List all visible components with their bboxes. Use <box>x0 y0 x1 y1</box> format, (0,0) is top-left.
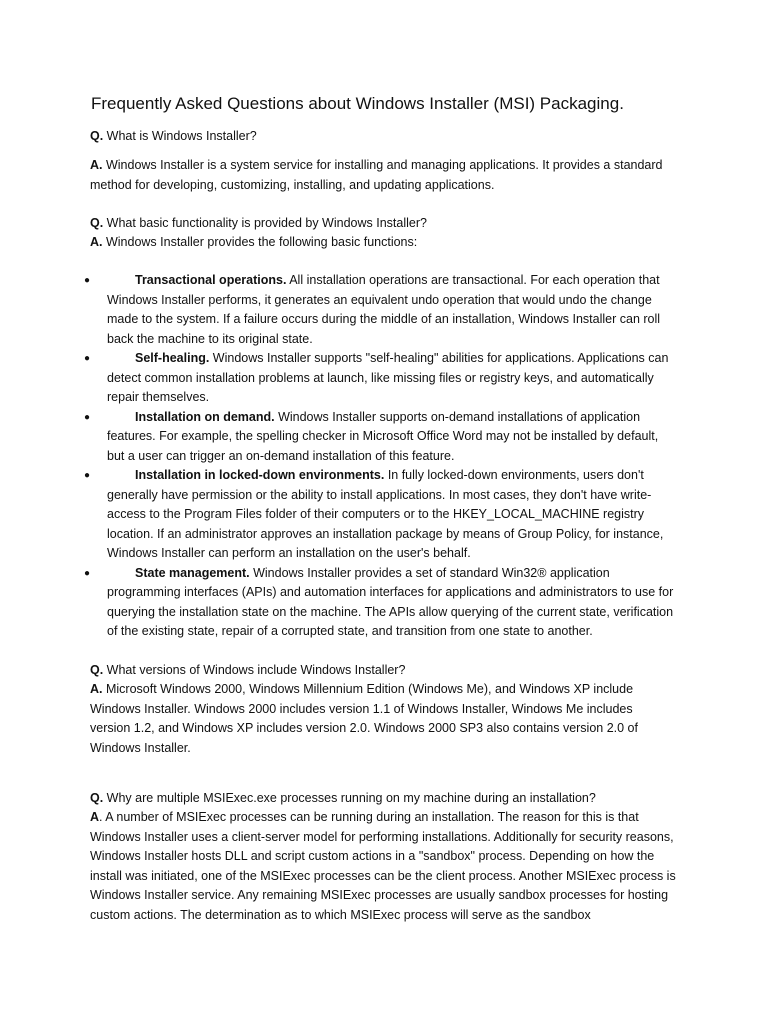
bullet-icon: ● <box>84 353 91 364</box>
question-1-text: What is Windows Installer? <box>103 129 257 143</box>
bullet-icon: ● <box>84 275 91 286</box>
question-2-text: What basic functionality is provided by Windows Installer? <box>103 216 427 230</box>
function-heading: Self-healing. <box>135 351 210 365</box>
bullet-icon: ● <box>84 411 91 423</box>
question-2 <box>90 214 690 234</box>
question-3-text: What versions of Windows include Windows Installer? <box>103 663 406 677</box>
a-label: A. <box>90 158 103 172</box>
list-item <box>0 466 677 564</box>
answer-2-text: Windows Installer provides the following basic functions: <box>102 235 418 249</box>
function-text: Windows Installer provides a set of standard Win32® application programming interfaces (APIs) and automation interfaces for applications and administrators to use for querying the installation state on the machine. The APIs allow querying of the current state, verification of the existing state, repair of a corrupted state, and transition from one state to another. <box>107 565 674 638</box>
bullet-icon: ● <box>84 470 91 481</box>
q-label: Q. <box>90 129 104 143</box>
function-heading: Installation in locked-down environments. <box>135 468 385 482</box>
answer-3 <box>90 680 650 758</box>
answer-4 <box>90 808 685 925</box>
function-text: In fully locked-down environments, users don't generally have permission or the ability to install applications. In most cases, they don't have write-access to the Program Files folder of their computers or to the HKEY_LOCAL_MACHINE registry location. If an administrator approves an installation package by means of Group Policy, for instance, Windows Installer can perform an installation on the user's behalf. <box>107 468 664 560</box>
answer-3-text: Microsoft Windows 2000, Windows Millennium Edition (Windows Me), and Windows XP include Windows Installer. Windows 2000 includes version 1.1 of Windows Installer, Windows Me includes version 1.2, and Windows XP includes version 2.0. Windows 2000 SP3 also contains version 2.0 of Windows Installer. <box>90 682 638 755</box>
function-heading: Transactional operations. <box>135 273 287 287</box>
answer-1-text: Windows Installer is a system service for installing and managing applications. It provides a standard method for developing, customizing, installing, and updating applications. <box>90 158 663 192</box>
question-4 <box>90 789 690 809</box>
answer-2 <box>90 233 690 253</box>
question-1 <box>90 127 690 147</box>
q-label: Q. <box>90 663 104 677</box>
a-label: A <box>90 810 100 824</box>
list-item <box>0 408 677 467</box>
question-4-text: Why are multiple MSIExec.exe processes running on my machine during an installation? <box>103 791 596 805</box>
answer-4-text: . A number of MSIExec processes can be running during an installation. The reason for this is that Windows Installer uses a client-server model for performing installations. Additionally for security reasons, Windows Installer hosts DLL and script custom actions in a "sandbox" process. Depending on how the install was initiated, one of the MSIExec processes can be the client process. Another MSIExec process is Windows Installer service. Any remaining MSIExec processes are usually sandbox processes for hosting custom actions. The determination as to which MSIExec process will serve as the sandbox <box>90 810 676 922</box>
function-heading: Installation on demand. <box>135 409 275 424</box>
function-text: All installation operations are transactional. For each operation that Windows Installer performs, it generates an equivalent undo operation that would undo the change made to the system. If a failure occurs during the middle of an installation, Windows Installer can roll back the machine to its original state. <box>107 273 661 346</box>
list-item <box>0 271 677 349</box>
functions-list <box>0 271 768 642</box>
page-title: Frequently Asked Questions about Windows Installer (MSI) Packaging. <box>91 94 624 113</box>
list-item <box>0 564 677 642</box>
bullet-icon: ● <box>84 567 91 579</box>
function-text: Windows Installer supports "self-healing" abilities for applications. Applications can detect common installation problems at launch, like missing files or registry keys, and automatically repair themselves. <box>107 351 669 404</box>
answer-1 <box>90 156 680 195</box>
function-text: Windows Installer supports on-demand installations of application features. For example, the spelling checker in Microsoft Office Word may not be installed by default, but a user can trigger an on-demand installation of this feature. <box>107 409 659 463</box>
a-label: A. <box>90 235 103 249</box>
question-3 <box>90 661 690 681</box>
q-label: Q. <box>90 791 104 805</box>
q-label: Q. <box>90 216 104 230</box>
a-label: A. <box>90 682 103 696</box>
function-heading: State management. <box>135 565 250 580</box>
list-item <box>0 349 677 408</box>
